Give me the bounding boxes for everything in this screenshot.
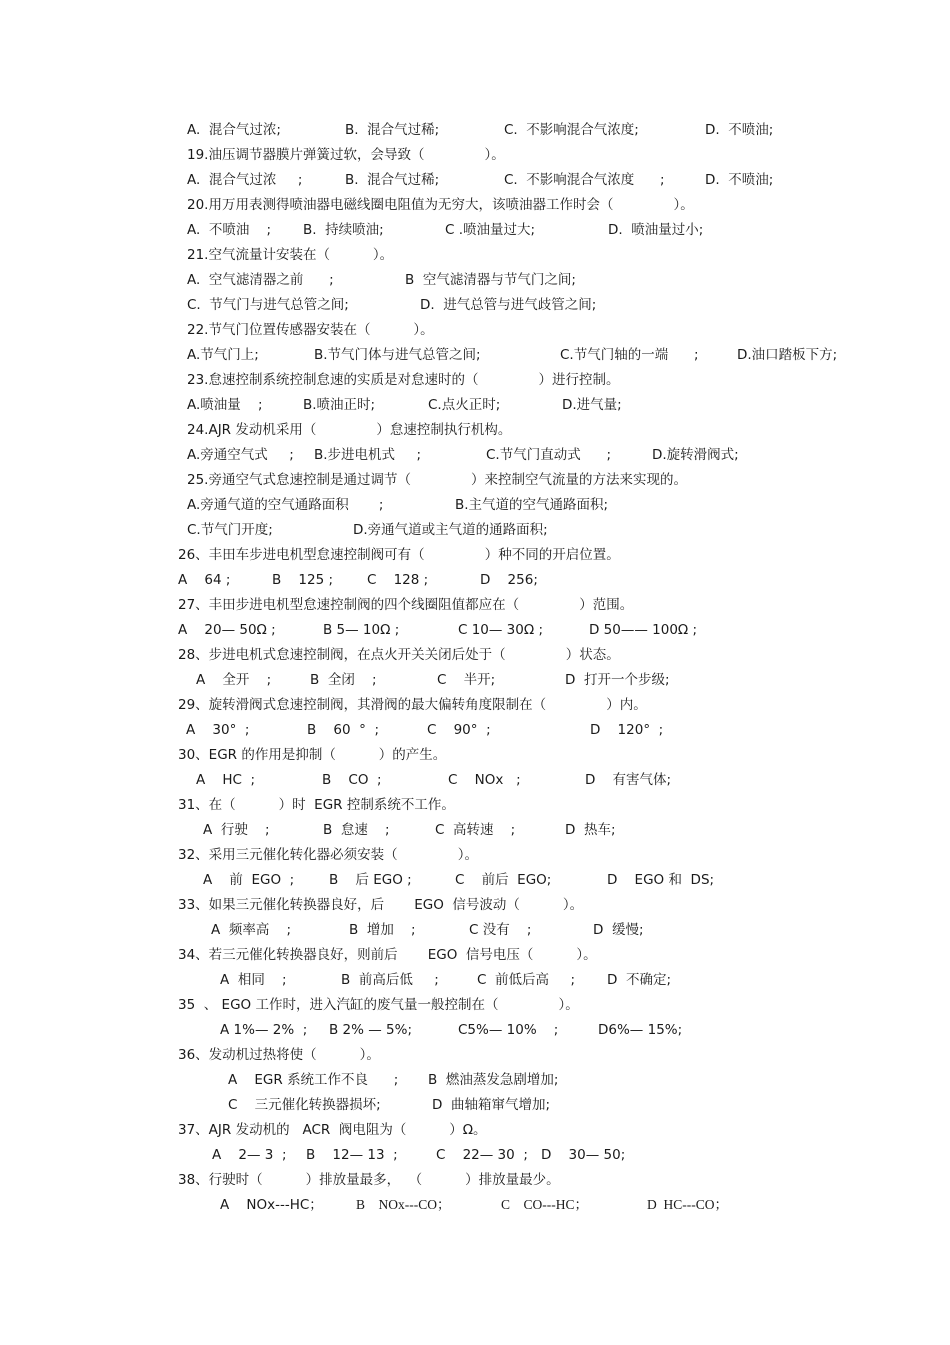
option-text: D 曲轴箱窜气增加; — [432, 1097, 551, 1113]
question-text — [0, 743, 950, 767]
option-text: C NOx ; — [448, 772, 521, 788]
option-text: A 行驶 ; — [203, 822, 270, 838]
option-text: A NOx---HC； — [220, 1197, 323, 1213]
question-line: 22.节气门位置传感器安装在（ ）。 — [187, 322, 434, 338]
option-row — [0, 168, 950, 192]
option-text: B 5— 10Ω ; — [323, 622, 400, 638]
option-text: C 前后 EGO; — [455, 872, 552, 888]
option-row — [0, 918, 950, 942]
option-text: C5%— 10% ; — [458, 1022, 559, 1038]
question-text — [0, 468, 950, 492]
option-text: A 前 EGO ; — [203, 872, 295, 888]
option-text: D.进气量; — [562, 397, 622, 413]
option-text: A. 混合气过浓 ; — [187, 172, 303, 188]
question-line: 30、EGR 的作用是抑制（ ）的产生。 — [178, 747, 447, 763]
option-row — [0, 1193, 950, 1217]
question-text — [0, 243, 950, 267]
option-text: B CO ; — [322, 772, 382, 788]
option-text: A 相同 ; — [220, 972, 287, 988]
option-text: C.节气门轴的一端 ; — [560, 347, 699, 363]
option-text: B.步进电机式 ; — [314, 447, 422, 463]
question-text — [0, 943, 950, 967]
option-row — [0, 568, 950, 592]
option-text: B. 混合气过稀; — [345, 122, 440, 138]
option-text: A HC ; — [196, 772, 256, 788]
option-text: B. 持续喷油; — [303, 222, 384, 238]
option-text: D 有害气体; — [585, 772, 672, 788]
option-text: C 三元催化转换器损坏; — [228, 1097, 381, 1113]
question-line: 20.用万用表测得喷油器电磁线圈电阻值为无穷大，该喷油器工作时会（ ）。 — [187, 197, 694, 213]
option-row — [0, 1093, 950, 1117]
option-text: D 缓慢; — [593, 922, 644, 938]
option-text: C CO---HC； — [501, 1197, 588, 1212]
option-text: C 90° ; — [427, 722, 491, 738]
option-text: B.主气道的空气通路面积; — [455, 497, 609, 513]
option-text: C .喷油量过大; — [445, 222, 536, 238]
question-text — [0, 643, 950, 667]
option-row — [0, 343, 950, 367]
option-text: C.点火正时; — [428, 397, 501, 413]
option-row — [0, 868, 950, 892]
option-row — [0, 443, 950, 467]
option-text: D6%— 15%; — [598, 1022, 683, 1038]
option-text: D 不确定; — [607, 972, 672, 988]
option-text: B 12— 13 ; — [306, 1147, 398, 1163]
option-text: A 1%— 2% ; — [220, 1022, 308, 1038]
option-text: C 半开; — [437, 672, 496, 688]
option-text: B 60 ° ; — [307, 722, 380, 738]
option-row — [0, 1018, 950, 1042]
option-text: D 打开一个步级; — [565, 672, 670, 688]
option-text: C. 不影响混合气浓度 ; — [504, 172, 665, 188]
option-text: D. 进气总管与进气歧管之间; — [420, 297, 597, 313]
option-text: D 50—— 100Ω ; — [589, 622, 698, 638]
question-line: 31、在（ ）时 EGR 控制系统不工作。 — [178, 797, 455, 813]
option-text: D 256; — [480, 572, 538, 588]
question-line: 23.怠速控制系统控制怠速的实质是对怠速时的（ ）进行控制。 — [187, 372, 620, 388]
option-text: C 高转速 ; — [435, 822, 516, 838]
option-row — [0, 968, 950, 992]
option-row — [0, 293, 950, 317]
option-text: D. 喷油量过小; — [608, 222, 704, 238]
option-text: C. 不影响混合气浓度; — [504, 122, 639, 138]
question-text — [0, 843, 950, 867]
option-row — [0, 618, 950, 642]
question-text — [0, 893, 950, 917]
option-text: C.节气门开度; — [187, 522, 273, 538]
option-text: B.节气门体与进气总管之间; — [314, 347, 481, 363]
option-text: A.节气门上; — [187, 347, 259, 363]
option-text: B 全闭 ; — [310, 672, 377, 688]
option-text: A.喷油量 ; — [187, 397, 263, 413]
option-row — [0, 393, 950, 417]
option-text: B 燃油蒸发急剧增加; — [428, 1072, 559, 1088]
option-row — [0, 718, 950, 742]
option-text: C 前低后高 ; — [477, 972, 576, 988]
option-text: D EGO 和 DS; — [607, 872, 715, 888]
question-text — [0, 368, 950, 392]
question-line: 19.油压调节器膜片弹簧过软，会导致（ ）。 — [187, 147, 505, 163]
option-text: D. 不喷油; — [705, 122, 774, 138]
option-row — [0, 518, 950, 542]
option-text: D.旁通气道或主气道的通路面积; — [353, 522, 548, 538]
option-text: B 前高后低 ; — [341, 972, 439, 988]
question-line: 29、旋转滑阀式怠速控制阀，其滑阀的最大偏转角度限制在（ ）内。 — [178, 697, 647, 713]
option-text: C.节气门直动式 ; — [486, 447, 612, 463]
option-row — [0, 268, 950, 292]
option-text: A 2— 3 ; — [212, 1147, 287, 1163]
option-text: B 2% — 5%; — [329, 1022, 413, 1038]
question-line: 24.AJR 发动机采用（ ）怠速控制执行机构。 — [187, 422, 512, 438]
option-row — [0, 768, 950, 792]
question-line: 35 、 EGO 工作时，进入汽缸的废气量一般控制在（ ）。 — [178, 997, 579, 1013]
question-line: 21.空气流量计安装在（ ）。 — [187, 247, 394, 263]
option-text: A. 混合气过浓; — [187, 122, 281, 138]
option-text: B NOx---CO； — [356, 1197, 451, 1212]
option-row — [0, 1068, 950, 1092]
option-text: A 频率高 ; — [211, 922, 292, 938]
question-line: 25.旁通空气式怠速控制是通过调节（ ）来控制空气流量的方法来实现的。 — [187, 472, 688, 488]
option-text: A. 不喷油 ; — [187, 222, 272, 238]
question-text — [0, 793, 950, 817]
option-text: C. 节气门与进气总管之间; — [187, 297, 349, 313]
option-text: A.旁通空气式 ; — [187, 447, 294, 463]
option-text: B 怠速 ; — [323, 822, 390, 838]
option-row — [0, 118, 950, 142]
option-text: B 后 EGO ; — [329, 872, 412, 888]
option-text: A.旁通气道的空气通路面积 ; — [187, 497, 384, 513]
option-text: D.油口踏板下方; — [737, 347, 838, 363]
question-line: 36、发动机过热将使（ ）。 — [178, 1047, 380, 1063]
question-text — [0, 1118, 950, 1142]
question-text — [0, 143, 950, 167]
question-line: 27、丰田步进电机型怠速控制阀的四个线圈阻值都应在（ ）范围。 — [178, 597, 634, 613]
question-text — [0, 993, 950, 1017]
question-text — [0, 693, 950, 717]
option-row — [0, 668, 950, 692]
option-text: A 30° ; — [186, 722, 250, 738]
question-text — [0, 318, 950, 342]
question-text — [0, 543, 950, 567]
option-text: B 125 ; — [272, 572, 334, 588]
question-line: 37、AJR 发动机的 ACR 阀电阻为（ ）Ω。 — [178, 1122, 487, 1138]
question-line: 32、采用三元催化转化器必须安装（ ）。 — [178, 847, 479, 863]
option-text: D HC---CO； — [647, 1197, 728, 1212]
question-text — [0, 1043, 950, 1067]
option-row — [0, 493, 950, 517]
option-text: A 全开 ; — [196, 672, 272, 688]
option-text: D 30— 50; — [541, 1147, 626, 1163]
option-row — [0, 218, 950, 242]
option-text: A. 空气滤清器之前 ; — [187, 272, 334, 288]
option-text: B 空气滤清器与节气门之间; — [405, 272, 576, 288]
option-row — [0, 818, 950, 842]
question-line: 38、行驶时（ ）排放量最多， （ ）排放量最少。 — [178, 1172, 560, 1188]
question-text — [0, 593, 950, 617]
question-text — [0, 1168, 950, 1192]
option-text: B.喷油正时; — [303, 397, 376, 413]
option-text: C 128 ; — [367, 572, 429, 588]
option-text: D.旋转滑阀式; — [652, 447, 739, 463]
option-row — [0, 1143, 950, 1167]
option-text: B 增加 ; — [349, 922, 416, 938]
option-text: A 64 ; — [178, 572, 231, 588]
question-text — [0, 193, 950, 217]
option-text: D. 不喷油; — [705, 172, 774, 188]
option-text: A 20— 50Ω ; — [178, 622, 276, 638]
question-text — [0, 418, 950, 442]
option-text: C 10— 30Ω ; — [458, 622, 544, 638]
option-text: D 120° ; — [590, 722, 664, 738]
question-line: 33、如果三元催化转换器良好，后 EGO 信号波动（ ）。 — [178, 897, 584, 913]
option-text: C 22— 30 ; — [436, 1147, 528, 1163]
option-text: B. 混合气过稀; — [345, 172, 440, 188]
option-text: C 没有 ; — [469, 922, 532, 938]
option-text: D 热车; — [565, 822, 616, 838]
question-line: 34、若三元催化转换器良好，则前后 EGO 信号电压（ ）。 — [178, 947, 597, 963]
question-line: 28、步进电机式怠速控制阀，在点火开关关闭后处于（ ）状态。 — [178, 647, 620, 663]
option-text: A EGR 系统工作不良 ; — [228, 1072, 399, 1088]
question-line: 26、丰田车步进电机型怠速控制阀可有（ ）种不同的开启位置。 — [178, 547, 620, 563]
